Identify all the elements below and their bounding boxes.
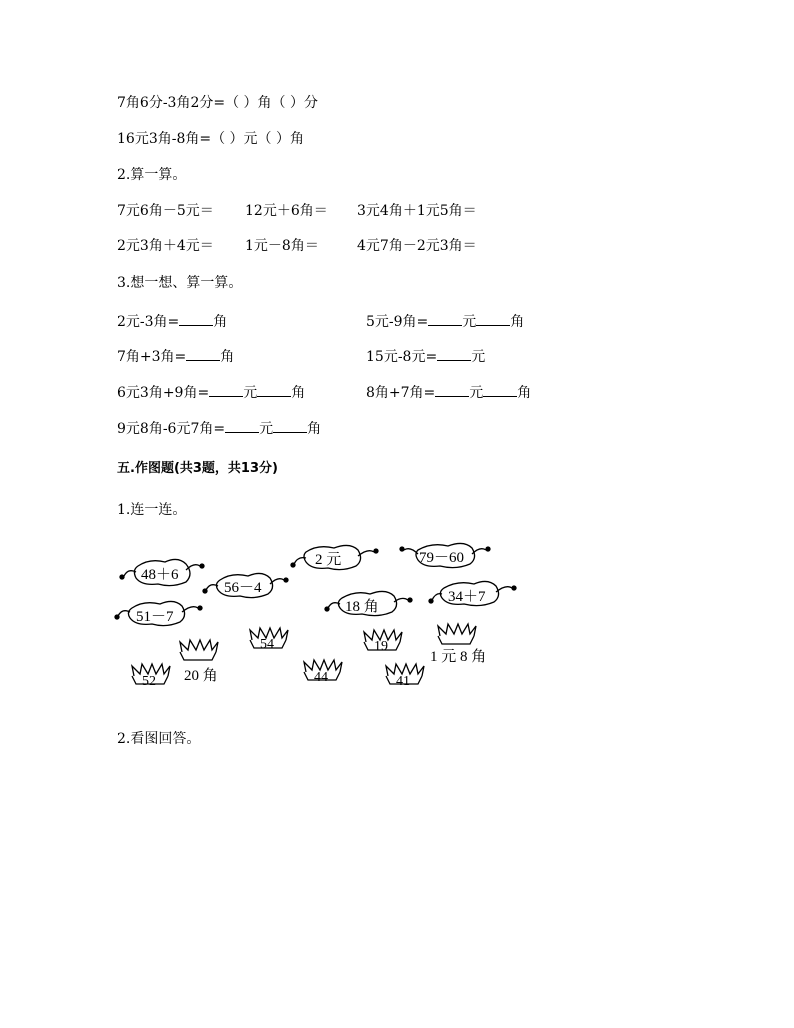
grass-label: 41	[396, 674, 410, 689]
q3-item-expr: 6元3角+9角=	[117, 385, 210, 401]
q2-row1-item1: 7元6角－5元＝	[117, 203, 214, 219]
section-title: 五.作图题(共3题，共13分)	[117, 461, 278, 476]
grass-label: 54	[260, 637, 274, 652]
grass-card[interactable]	[250, 628, 288, 652]
grass-label: 19	[374, 639, 388, 654]
grass-caption: 1 元 8 角	[430, 649, 487, 665]
exchange-line-2: 16元3角-8角=（ ）元（ ）角	[117, 131, 304, 147]
q3-item-expr: 8角+7角=	[366, 385, 436, 401]
leaf-card[interactable]	[400, 543, 490, 567]
leaf-card[interactable]	[203, 573, 288, 597]
q2-title: 2.算一算。	[117, 167, 187, 183]
unit-label: 元	[471, 349, 486, 365]
q2-row1-item3: 3元4角＋1元5角＝	[357, 203, 477, 219]
look-title: 2.看图回答。	[117, 731, 201, 747]
leaf-card[interactable]	[115, 601, 202, 625]
q3-item-expr: 9元8角-6元7角=	[117, 421, 226, 437]
exchange-line-1: 7角6分-3角2分=（ ）角（ ）分	[117, 95, 318, 111]
leaf-label: 51－7	[136, 609, 174, 625]
unit-label: 元	[462, 314, 477, 330]
grass-card[interactable]	[180, 640, 218, 660]
leaf-label: 56－4	[224, 580, 262, 596]
unit-label: 角	[213, 314, 228, 330]
q3-item-expr: 15元-8元=	[366, 349, 438, 365]
leaf-label: 18 角	[345, 599, 379, 615]
q2-row1-item2: 12元＋6角＝	[245, 203, 328, 219]
leaf-label: 2 元	[315, 552, 342, 568]
link-title: 1.连一连。	[117, 502, 187, 518]
q3-item-expr: 7角+3角=	[117, 349, 187, 365]
grass-label: 44	[314, 670, 328, 685]
grass-label: 52	[142, 674, 156, 689]
grass-card[interactable]	[364, 630, 402, 654]
leaf-label: 34＋7	[448, 589, 486, 605]
unit-label: 元	[243, 385, 258, 401]
grass-card[interactable]	[132, 664, 170, 689]
unit-label: 角	[510, 314, 525, 330]
grass-card[interactable]	[438, 624, 476, 644]
q3-title: 3.想一想、算一算。	[117, 275, 243, 291]
unit-label: 元	[469, 385, 484, 401]
unit-label: 角	[291, 385, 306, 401]
q3-item-expr: 2元-3角=	[117, 314, 180, 330]
q2-row2-item1: 2元3角＋4元＝	[117, 238, 214, 254]
unit-label: 角	[307, 421, 322, 437]
q3-item-expr: 5元-9角=	[366, 314, 429, 330]
leaf-label: 79－60	[419, 550, 465, 566]
grass-card[interactable]	[304, 660, 342, 685]
q2-row2-item3: 4元7角－2元3角＝	[357, 238, 477, 254]
q2-row2-item2: 1元－8角＝	[245, 238, 319, 254]
unit-label: 角	[220, 349, 235, 365]
leaf-card[interactable]	[120, 559, 204, 585]
grass-caption: 20 角	[184, 668, 218, 684]
leaf-card[interactable]	[429, 581, 516, 605]
leaf-card[interactable]	[325, 591, 412, 615]
unit-label: 角	[517, 385, 532, 401]
unit-label: 元	[259, 421, 274, 437]
leaf-card[interactable]	[291, 545, 378, 569]
grass-card[interactable]	[386, 664, 424, 689]
leaf-label: 48＋6	[141, 567, 179, 583]
